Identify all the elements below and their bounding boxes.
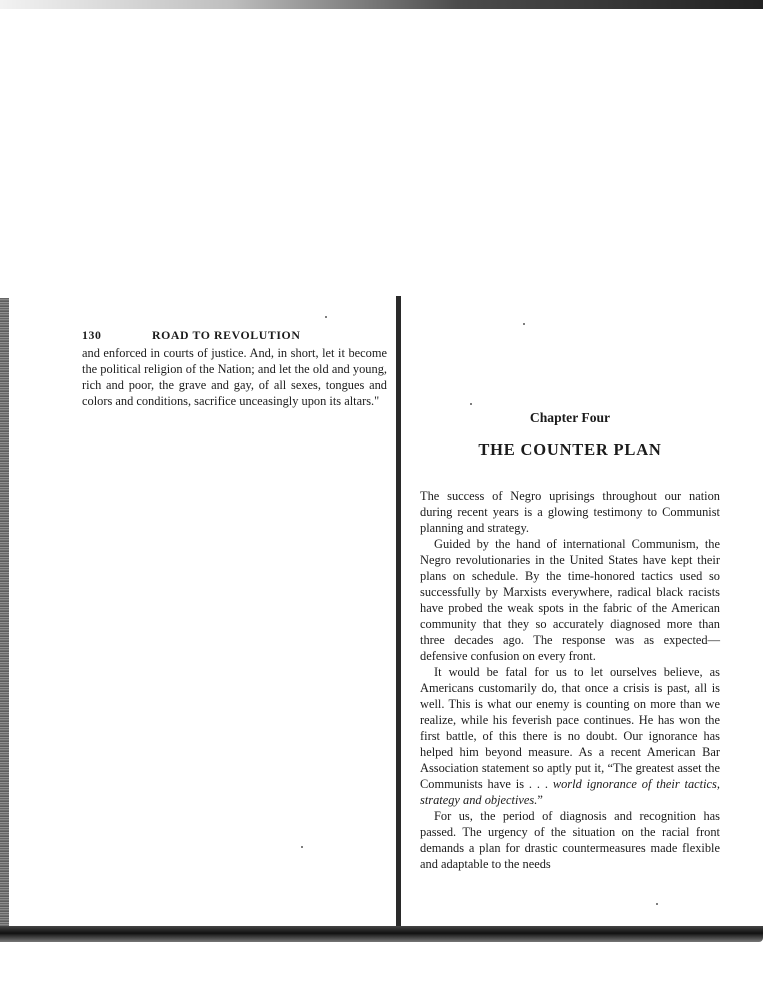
paragraph-text: ” xyxy=(537,793,543,807)
left-page-body xyxy=(82,345,387,409)
page-number: 130 xyxy=(82,328,102,342)
scan-top-edge xyxy=(0,0,763,9)
paragraph-text: It would be fatal for us to let ourselves believe, as Americans customarily do, that once a crisis is past, all is well. This is what our enemy is counting on more than we realize, while his feverish pace continues. He has won the first battle, of this there is no doubt. Our ignorance has helped him beyond measure. As a recent American Bar Association statement so aptly put it, “The greatest asset the Communists have is . . . xyxy=(420,665,720,791)
book-bottom-edge xyxy=(0,926,763,942)
paragraph: Guided by the hand of international Communism, the Negro revolutionaries in the United States have kept their plans on schedule. By the time-honored tactics used so successfully by Marxists everywhere, radical black racists have probed the weak spots in the fabric of the American community that they so accurately diagnosed more than three decades ago. The response was as expected—defensive confusion on every front. xyxy=(420,537,720,663)
left-page xyxy=(82,328,387,409)
paragraph: For us, the period of diagnosis and recognition has passed. The urgency of the situation on the racial front demands a plan for drastic countermeasures made flexible and adaptable to the needs xyxy=(420,809,720,871)
paragraph: The success of Negro uprisings throughout our nation during recent years is a glowing testimony to Communist planning and strategy. xyxy=(420,489,720,535)
right-page-body xyxy=(420,488,720,872)
chapter-label: Chapter Four xyxy=(529,410,611,425)
scan-speck xyxy=(523,323,525,325)
paragraph xyxy=(420,664,720,808)
right-page xyxy=(420,402,720,872)
scan-speck xyxy=(301,846,303,848)
running-head xyxy=(82,328,387,342)
book-left-edge xyxy=(0,298,9,938)
italic-quote: world ignorance of their tactics, strategy and objectives. xyxy=(420,777,720,807)
scan-speck xyxy=(325,316,327,318)
scan-speck xyxy=(656,903,658,905)
running-head-title: ROAD TO REVOLUTION xyxy=(152,328,301,342)
chapter-title: THE COUNTER PLAN xyxy=(478,440,662,459)
book-gutter xyxy=(396,296,401,938)
paragraph: and enforced in courts of justice. And, in short, let it become the political religion of the Nation; and let the old and young, rich and poor, the grave and gay, of all sexes, tongues and colors and conditions, sacrifice unceasingly upon its altars." xyxy=(82,346,387,408)
